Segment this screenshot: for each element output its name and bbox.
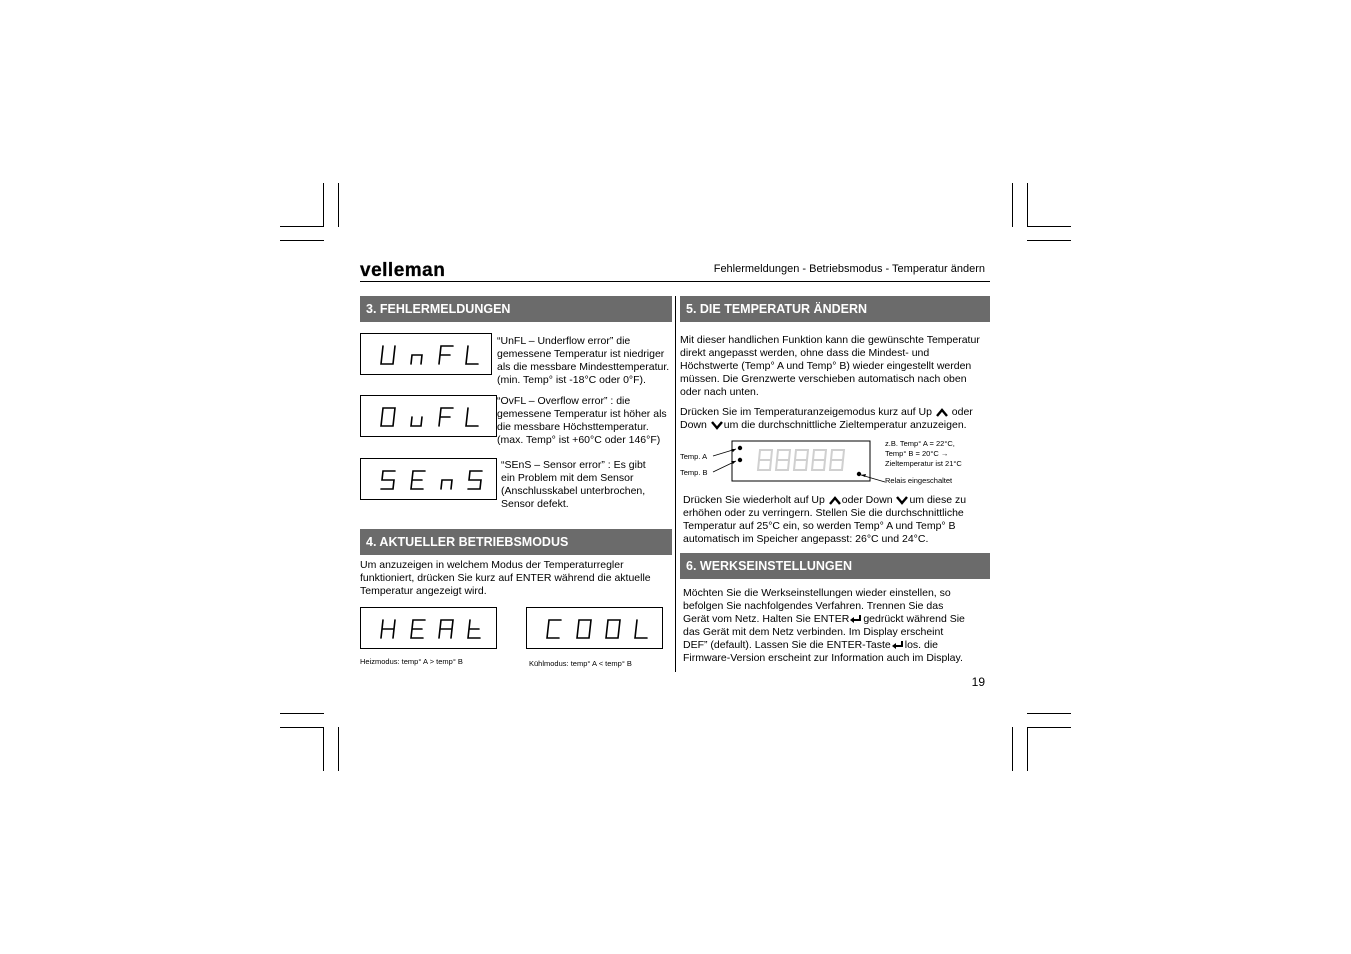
text-span: Drücken Sie wiederholt auf Up: [683, 494, 825, 506]
text-line: als die messbare Mindesttemperatur.: [497, 361, 670, 373]
lcd-display-ovfl: [360, 395, 497, 437]
text-line: ein Problem mit dem Sensor: [501, 472, 634, 484]
factory-reset-text: [683, 587, 991, 665]
crop-mark: [280, 713, 324, 714]
chevron-down-icon: [710, 420, 724, 430]
chevron-up-icon: [828, 495, 842, 505]
text-line: Möchten Sie die Werkseinstellungen wieder einstellen, so: [683, 587, 951, 599]
text-line: befolgen Sie nachfolgendes Verfahren. Trennen Sie das: [683, 600, 944, 612]
text-span: gedrückt während Sie: [863, 613, 965, 625]
text-line: [680, 406, 992, 419]
text-line: (max. Temp° ist +60°C oder 146°F): [497, 434, 661, 446]
section-5-heading: 5. DIE TEMPERATUR ÄNDERN: [680, 296, 990, 322]
lcd-display-heat: [360, 607, 497, 649]
text-line: Temperatur angezeigt wird.: [360, 585, 487, 597]
crop-mark: [1027, 713, 1071, 714]
velleman-logo: velleman: [360, 260, 446, 281]
temp-a-label: Temp. A: [680, 452, 708, 461]
page-number: 19: [971, 675, 985, 689]
enter-key-icon: [891, 640, 905, 650]
lcd-digits: [361, 608, 496, 648]
sens-description: [501, 459, 673, 511]
crop-mark: [280, 727, 324, 728]
text-line: “OvFL – Overflow error” : die: [497, 395, 631, 407]
temp-b-label: Temp. B: [680, 468, 708, 477]
section-6-heading: 6. WERKSEINSTELLUNGEN: [680, 553, 990, 579]
temp-change-intro: [680, 334, 990, 399]
text-line: funktioniert, drücken Sie kurz auf ENTER während die aktuelle: [360, 572, 651, 584]
text-span: los. die: [904, 639, 939, 651]
crop-mark: [323, 727, 324, 771]
lcd-digits: [361, 334, 491, 374]
enter-key-icon: [849, 614, 863, 624]
text-line: Sensor defekt.: [501, 498, 569, 510]
text-span: oder Down: [841, 494, 893, 506]
text-line: gemessene Temperatur ist höher als: [497, 408, 667, 420]
crop-mark: [1027, 727, 1028, 771]
lcd-display-cool: [526, 607, 663, 649]
text-span: DEF” (default). Lassen Sie die ENTER-Taste: [683, 639, 891, 651]
text-line: Höchstwerte (Temp° A und Temp° B) wieder eingestellt werden: [680, 360, 972, 372]
text-line: müssen. Die Grenzwerte verschieben automatisch nach oben: [680, 373, 967, 385]
text-line: Firmware-Version erscheint zur Information auch im Display.: [683, 652, 963, 664]
text-span: um die durchschnittliche Zieltemperatur anzuzeigen.: [723, 419, 967, 431]
lcd-digits: [361, 459, 496, 499]
display-diagram: [680, 438, 990, 488]
crop-mark: [1012, 727, 1013, 771]
lcd-digits: [361, 396, 496, 436]
lcd-display-sens: [360, 458, 497, 500]
header-rule: [360, 281, 990, 282]
text-line: Zieltemperatur ist 21°C: [885, 459, 962, 468]
example-note: [885, 439, 990, 469]
crop-mark: [323, 183, 324, 227]
text-line: erhöhen oder zu verringern. Stellen Sie die durchschnittliche: [683, 507, 964, 519]
temp-change-instruction: [680, 406, 992, 432]
cool-caption: Kühlmodus: temp° A < temp° B: [529, 659, 632, 668]
adjust-instruction: [683, 494, 991, 546]
text-line: “UnFL – Underflow error” die: [497, 335, 631, 347]
text-line: [680, 419, 992, 432]
section-3-heading: 3. FEHLERMELDUNGEN: [360, 296, 672, 322]
crop-mark: [1027, 183, 1028, 227]
heat-caption: Heizmodus: temp° A > temp° B: [360, 657, 463, 666]
text-line: [683, 639, 991, 652]
text-line: gemessene Temperatur ist niedriger: [497, 348, 665, 360]
text-line: [683, 613, 991, 626]
page-header-title: Fehlermeldungen - Betriebsmodus - Temperatur ändern: [713, 263, 985, 275]
chevron-down-icon: [895, 495, 909, 505]
ovfl-description: [497, 395, 675, 447]
crop-mark: [280, 240, 324, 241]
crop-mark: [1027, 226, 1071, 227]
text-line: Um anzuzeigen in welchem Modus der Temperaturregler: [360, 559, 624, 571]
text-line: z.B. Temp° A = 22°C,: [885, 439, 955, 448]
column-divider: [675, 296, 676, 672]
crop-mark: [280, 226, 324, 227]
crop-mark: [338, 727, 339, 771]
text-span: um diese zu: [909, 494, 967, 506]
text-line: Temp° B = 20°C →: [885, 449, 949, 458]
text-line: das Gerät mit dem Netz verbinden. Im Display erscheint: [683, 626, 944, 638]
text-line: die messbare Höchsttemperatur.: [497, 421, 649, 433]
crop-mark: [338, 183, 339, 227]
text-span: Down: [680, 419, 707, 431]
chevron-up-icon: [935, 407, 949, 417]
text-line: direkt angepasst werden, ohne dass die Mindest- und: [680, 347, 930, 359]
lcd-digits: [527, 608, 662, 648]
section-4-heading: 4. AKTUELLER BETRIEBSMODUS: [360, 529, 672, 555]
text-span: oder: [951, 406, 973, 418]
lcd-display-unfl: [360, 333, 492, 375]
crop-mark: [1012, 183, 1013, 227]
text-line: (min. Temp° ist -18°C oder 0°F).: [497, 374, 646, 386]
unfl-description: [497, 335, 675, 387]
text-line: oder nach unten.: [680, 386, 759, 398]
text-span: Gerät vom Netz. Halten Sie ENTER: [683, 613, 850, 625]
relay-label: Relais eingeschaltet: [885, 476, 953, 485]
crop-mark: [1027, 727, 1071, 728]
text-line: “SEnS – Sensor error” : Es gibt: [501, 459, 646, 471]
text-line: Mit dieser handlichen Funktion kann die gewünschte Temperatur: [680, 334, 980, 346]
text-line: [683, 494, 991, 507]
mode-description: [360, 559, 675, 598]
crop-mark: [1027, 240, 1071, 241]
text-line: automatisch im Speicher angepasst: 26°C und 24°C.: [683, 533, 929, 545]
text-line: Temperatur auf 25°C ein, so werden Temp° A und Temp° B: [683, 520, 956, 532]
text-span: Drücken Sie im Temperaturanzeigemodus kurz auf Up: [680, 406, 932, 418]
text-line: (Anschlusskabel unterbrochen,: [501, 485, 646, 497]
